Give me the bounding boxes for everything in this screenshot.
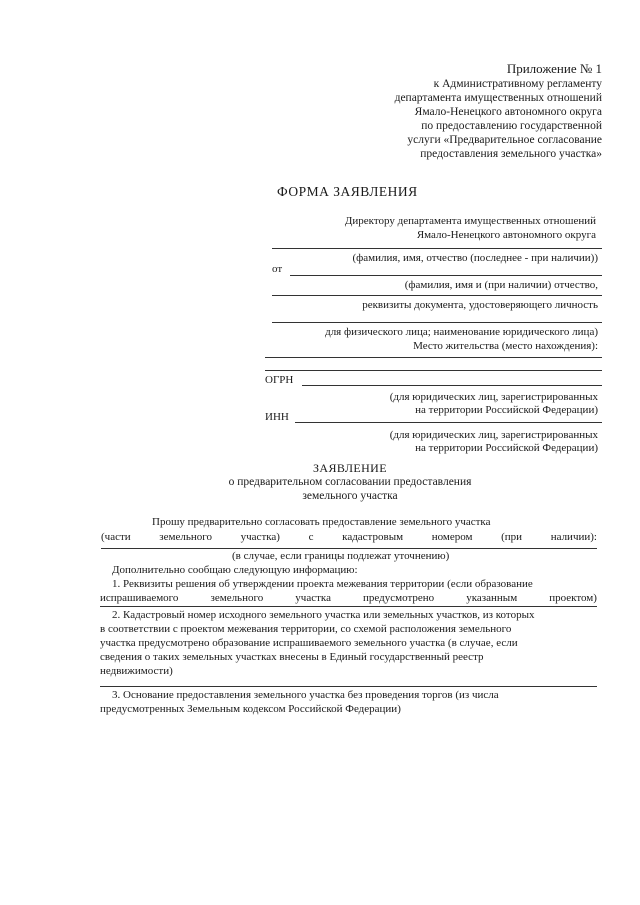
word: участка [295,592,331,604]
word: участка) [240,531,280,543]
residence-hint: Место жительства (место нахождения): [413,340,598,352]
word: проектом) [549,592,597,604]
appendix-line: предоставления земельного участка» [420,148,602,160]
item2-text: в соответствии с проектом межевания территории, со схемой расположения земельного [100,623,512,635]
inn-field[interactable] [295,422,602,423]
item1-field[interactable] [100,606,597,607]
word: с [308,531,314,543]
legal-hint: для физического лица; наименование юридического лица) [325,326,598,338]
fill-line[interactable] [272,248,602,249]
addressee-line: Ямало-Ненецкого автономного округа [416,229,596,241]
word: номером [431,531,473,543]
word: (части [101,531,131,543]
ot-label: от [272,263,283,275]
request-text-line2 [101,530,597,544]
appendix-title: Приложение № 1 [506,61,602,76]
fio2-hint: (фамилия, имя и (при наличии) отчество, [404,279,598,291]
ogrn-field[interactable] [302,385,602,386]
item3-text: 3. Основание предоставления земельного участка без проведения торгов (из числа [112,689,499,701]
word: указанным [466,592,518,604]
request-hint: (в случае, если границы подлежат уточнению) [232,550,450,562]
word: (при [501,531,523,543]
fill-line[interactable] [265,357,602,358]
addressee-line: Директору департамента имущественных отношений [344,215,596,227]
request-text: Прошу предварительно согласовать предоставление земельного участка [152,516,491,528]
fill-line[interactable] [272,322,602,323]
word: земельного [159,531,212,543]
item3-text: предусмотренных Земельным кодексом Российской Федерации) [100,703,401,715]
form-title: ФОРМА ЗАЯВЛЕНИЯ [277,184,418,199]
item2-text: участка предусмотрено образование испрашиваемого земельного участка (в случае, если [100,637,518,649]
appendix-line: по предоставлению государственной [421,120,602,132]
item1-text-line2 [100,591,597,605]
word: наличии): [550,531,597,543]
fill-line[interactable] [272,295,602,296]
fio-hint: (фамилия, имя, отчество (последнее - при наличии)) [352,252,598,264]
word: испрашиваемого [100,592,179,604]
info-intro: Дополнительно сообщаю следующую информацию: [112,564,358,576]
ogrn-label: ОГРН [265,374,294,386]
item2-text: 2. Кадастровый номер исходного земельного участка или земельных участков, из которых [112,609,535,621]
word: земельного [210,592,264,604]
inn-hint: на территории Российской Федерации) [415,442,598,454]
item2-text: недвижимости) [100,665,173,677]
statement-title: ЗАЯВЛЕНИЕ [313,461,387,475]
word: предусмотрено [363,592,435,604]
appendix-line: к Административному регламенту [433,78,602,90]
fill-line[interactable] [265,370,602,371]
appendix-line: услуги «Предварительное согласование [407,134,602,146]
ogrn-hint: на территории Российской Федерации) [415,404,598,416]
item1-text: 1. Реквизиты решения об утверждении проекта межевания территории (если образование [112,578,533,590]
inn-hint: (для юридических лиц, зарегистрированных [389,429,598,441]
item2-field[interactable] [100,686,597,687]
item2-text: сведения о таких земельных участках внесены в Единый государственный реестр [100,651,484,663]
statement-subtitle: о предварительном согласовании предоставления [228,476,472,488]
statement-subtitle: земельного участка [302,490,398,502]
appendix-line: департамента имущественных отношений [394,92,602,104]
inn-label: ИНН [265,411,289,423]
appendix-line: Ямало-Ненецкого автономного округа [414,106,602,118]
fill-line[interactable] [290,275,602,276]
doc-hint: реквизиты документа, удостоверяющего личность [362,299,598,311]
ogrn-hint: (для юридических лиц, зарегистрированных [389,391,598,403]
word: кадастровым [342,531,404,543]
